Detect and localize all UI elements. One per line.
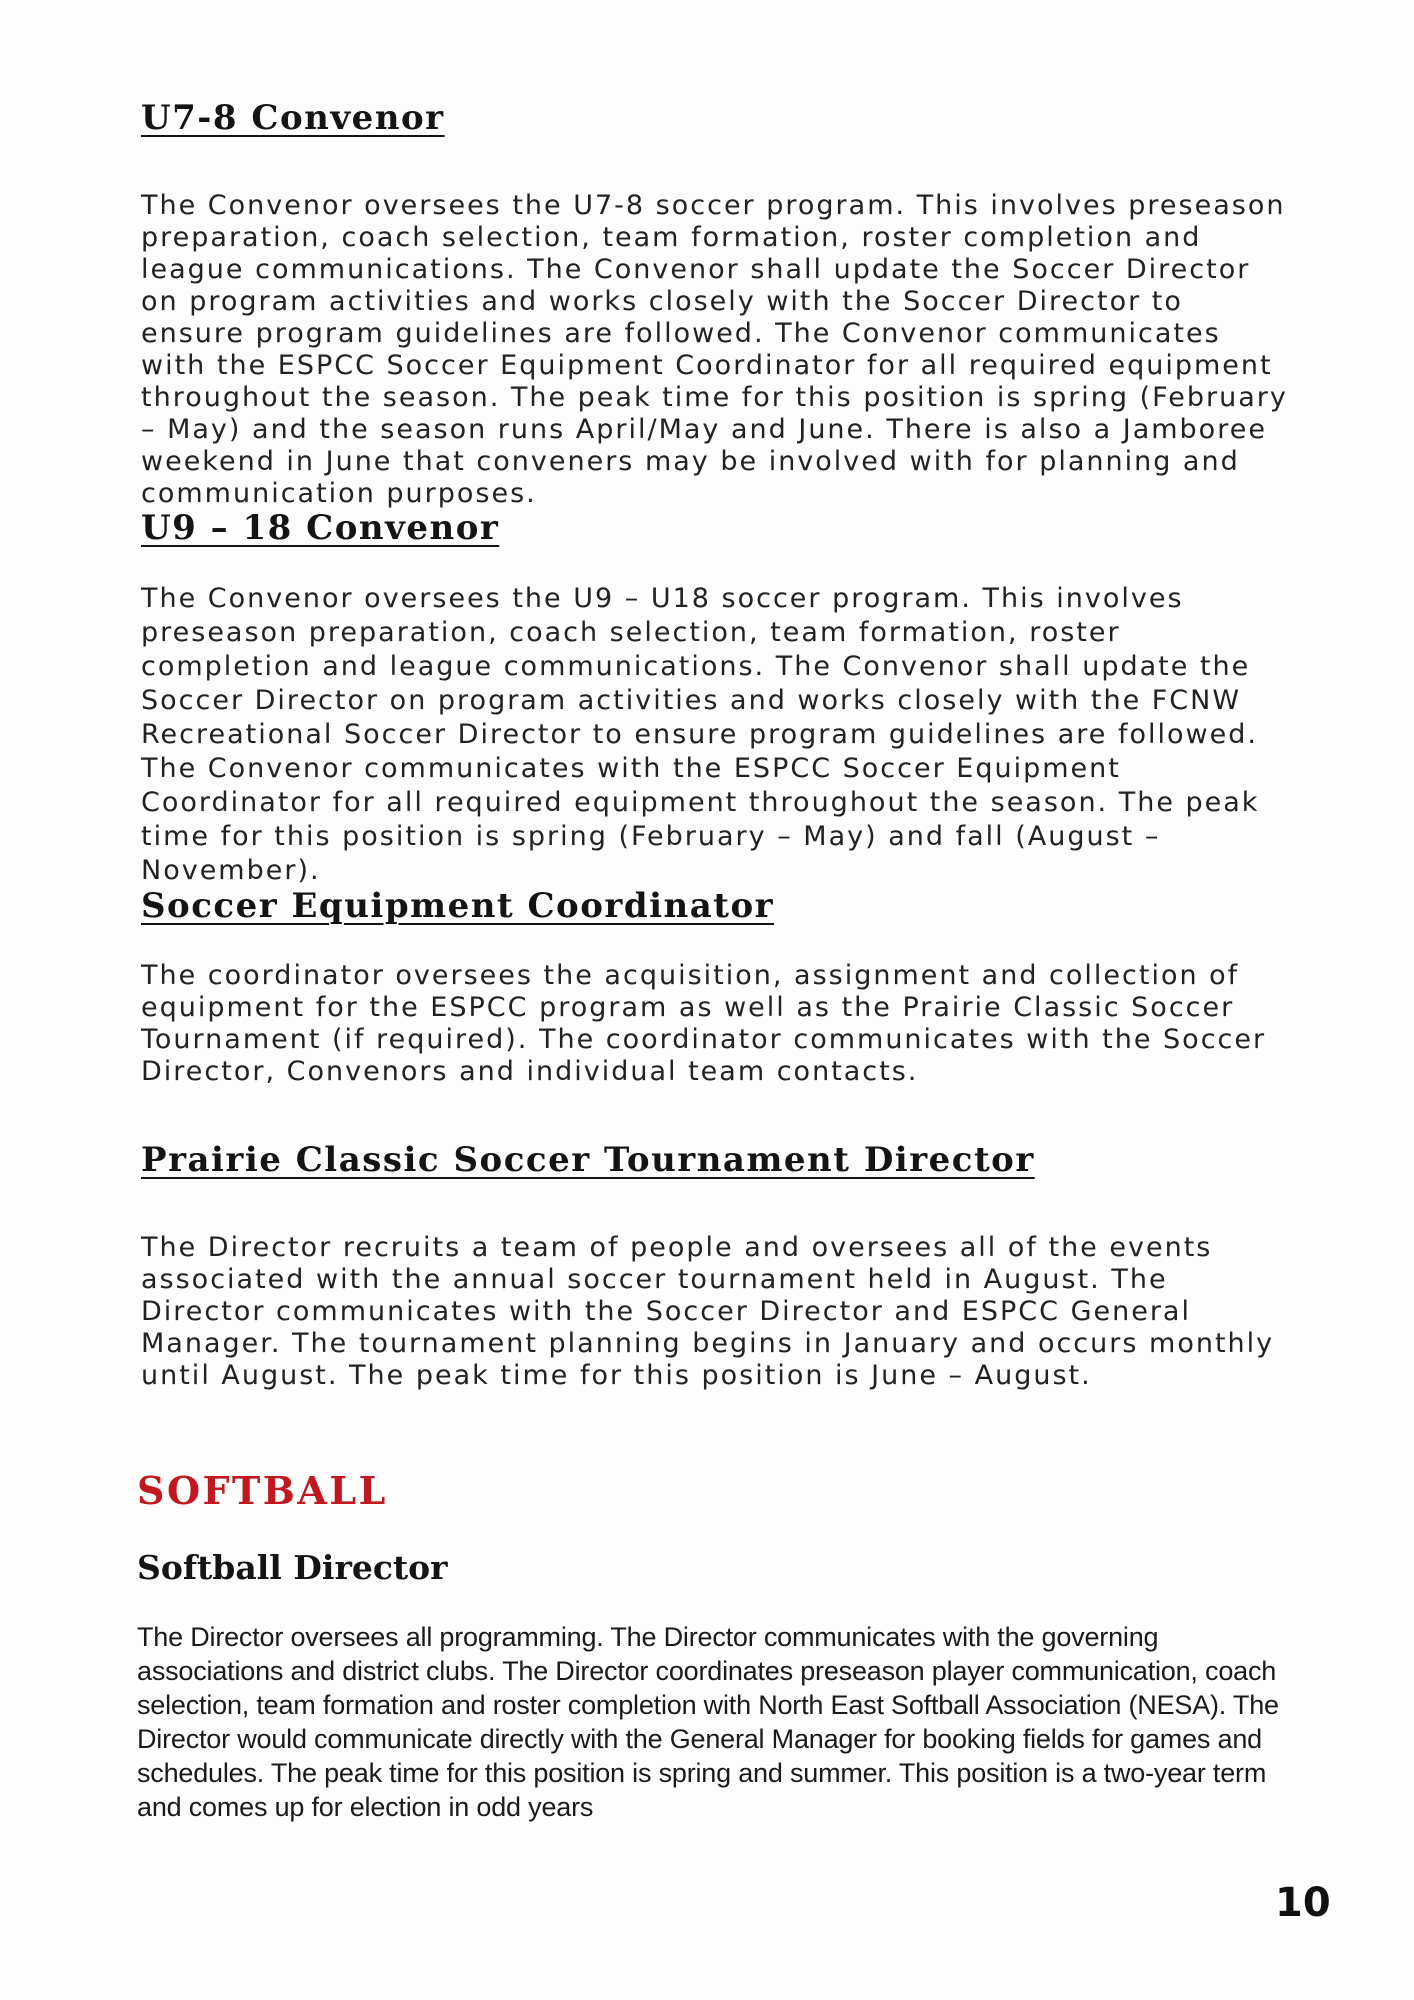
section-heading: Prairie Classic Soccer Tournament Director: [141, 1140, 1035, 1180]
section-body: The Convenor oversees the U9 – U18 soccer program. This involves preseason preparation, coach selection, team formation, roster completion and league communications. The Convenor shall update the Soccer Director on program activities and works closely with the FCNW Recreational Soccer Director to ensure program guidelines are followed. The Convenor communicates with the ESPCC Soccer Equipment Coordinator for all required equipment throughout the season. The peak time for this position is spring (February – May) and fall (August – November).: [141, 583, 1260, 886]
section-soccer-equipment-coordinator: [141, 886, 1291, 1088]
section-heading: U9 – 18 Convenor: [141, 508, 500, 548]
section-body: The Director recruits a team of people and oversees all of the events associated with the annual soccer tournament held in August. The Director communicates with the Soccer Director and ESPCC General Manager. The tournament planning begins in January and occurs monthly until August. The peak time for this position is June – August.: [141, 1232, 1275, 1391]
section-tournament-director: [141, 1140, 1291, 1392]
section-heading: U7-8 Convenor: [141, 98, 445, 138]
page-number: 10: [1275, 1880, 1331, 1926]
softball-director-heading: Softball Director: [137, 1548, 448, 1587]
section-body: The Convenor oversees the U7-8 soccer program. This involves preseason preparation, coach selection, team formation, roster completion and league communications. The Convenor shall update the Soccer Director on program activities and works closely with the Soccer Director to ensure program guidelines are followed. The Convenor communicates with the ESPCC Soccer Equipment Coordinator for all required equipment throughout the season. The peak time for this position is spring (February – May) and the season runs April/May and June. There is also a Jamboree weekend in June that conveners may be involved with for planning and communication purposes.: [141, 190, 1288, 509]
softball-director-body: The Director oversees all programming. The Director communicates with the governing associations and district clubs. The Director coordinates preseason player communication, coach selection, team formation and roster completion with North East Softball Association (NESA). The Director would communicate directly with the General Manager for booking fields for games and schedules. The peak time for this position is spring and summer. This position is a two-year term and comes up for election in odd years: [137, 1622, 1279, 1822]
section-u7-8-convenor: [141, 98, 1291, 510]
section-heading: Soccer Equipment Coordinator: [141, 886, 775, 926]
softball-title: SOFTBALL: [137, 1468, 388, 1513]
section-body: The coordinator oversees the acquisition, assignment and collection of equipment for the ESPCC program as well as the Prairie Classic Soccer Tournament (if required). The coordinator communicates with the Soccer Director, Convenors and individual team contacts.: [141, 960, 1267, 1087]
section-u9-18-convenor: [141, 508, 1291, 888]
